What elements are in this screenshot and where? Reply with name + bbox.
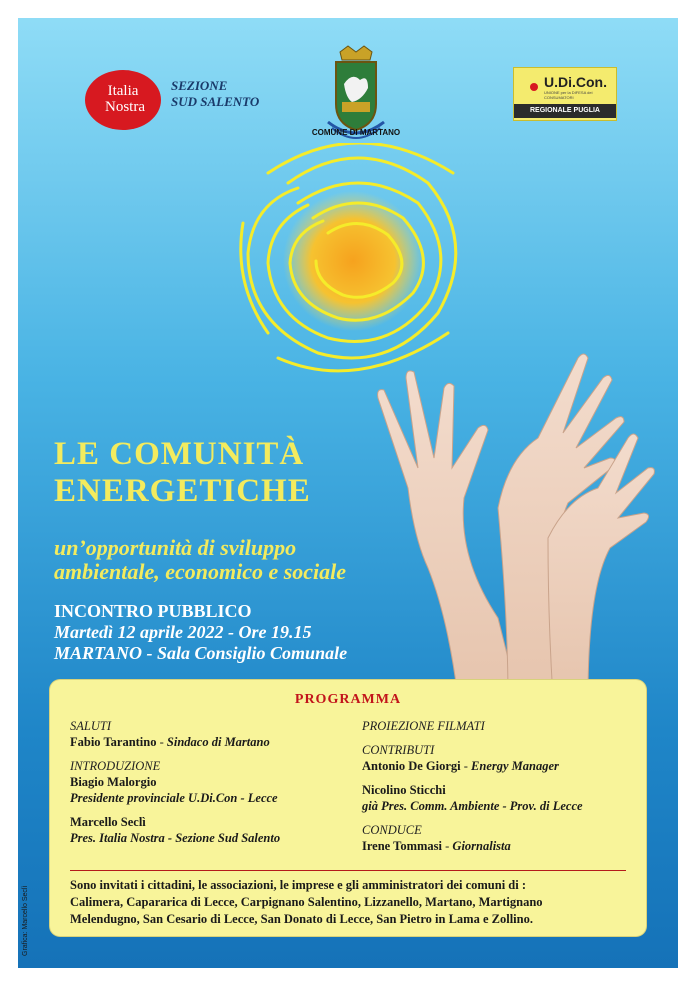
udicon-subtitle: UNIONE per la DIFESA dei CONSUMATORI xyxy=(544,90,593,100)
conduce-entry: Irene Tommasi - Giornalista xyxy=(362,839,511,853)
event-place: MARTANO - Sala Consiglio Comunale xyxy=(54,643,348,663)
divider xyxy=(70,870,626,871)
program-title: PROGRAMMA xyxy=(294,692,402,707)
sezione-label: SEZIONE SUD SALENTO xyxy=(171,78,260,109)
intro2-name: Marcello Seclì xyxy=(70,815,146,829)
udicon-logo xyxy=(513,67,617,121)
intro1-role: Presidente provinciale U.Di.Con - Lecce xyxy=(70,791,278,805)
event-type: INCONTRO PUBBLICO xyxy=(54,601,252,621)
svg-text:Nostra: Nostra xyxy=(105,99,145,115)
poster xyxy=(18,18,678,968)
program-panel xyxy=(50,680,646,936)
udicon-emblem-icon xyxy=(520,74,542,100)
intro2-role: Pres. Italia Nostra - Sezione Sud Salento xyxy=(70,831,281,845)
udicon-name: U.Di.Con. xyxy=(544,74,607,90)
comune-label: COMUNE DI MARTANO xyxy=(311,128,401,137)
proiezione-label: PROIEZIONE FILMATI xyxy=(362,719,485,733)
page-title: LE COMUNITÀ ENERGETICHE xyxy=(54,436,311,509)
hands-illustration xyxy=(348,318,668,698)
event-date: Martedì 12 aprile 2022 - Ore 19.15 xyxy=(54,622,312,642)
contrib2-name: Nicolino Sticchi xyxy=(362,783,446,797)
saluti-label: SALUTI xyxy=(70,719,111,733)
contrib1-entry: Antonio De Giorgi - Energy Manager xyxy=(362,759,559,773)
page-subtitle: un’opportunità di sviluppo ambientale, economico e sociale xyxy=(54,535,347,584)
program-right-column xyxy=(362,718,642,854)
italia-nostra-logo xyxy=(83,68,167,132)
graphic-credit: Grafica: Marcello Seclì xyxy=(22,885,29,956)
event-details xyxy=(54,601,347,664)
contributi-label: CONTRIBUTI xyxy=(362,743,435,757)
udicon-region: REGIONALE PUGLIA xyxy=(514,104,616,118)
saluti-entry: Fabio Tarantino - Sindaco di Martano xyxy=(70,735,270,749)
intro1-name: Biagio Malorgio xyxy=(70,775,157,789)
conduce-label: CONDUCE xyxy=(362,823,422,837)
contrib2-role: già Pres. Comm. Ambiente - Prov. di Lecce xyxy=(362,799,583,813)
invite-text: Sono invitati i cittadini, le associazioni, le imprese e gli amministratori dei comuni di : Calimera, Capararica di Lecce, Carpignano Salentino, Lizzanello, Martano, Martignano Melendugno, San Cesario di Lecce, San Donato di Lecce, San Pietro in Lama e Zollino. xyxy=(70,878,543,926)
intro-label: INTRODUZIONE xyxy=(70,759,161,773)
svg-text:Italia: Italia xyxy=(107,83,139,99)
program-left-column xyxy=(70,718,370,846)
